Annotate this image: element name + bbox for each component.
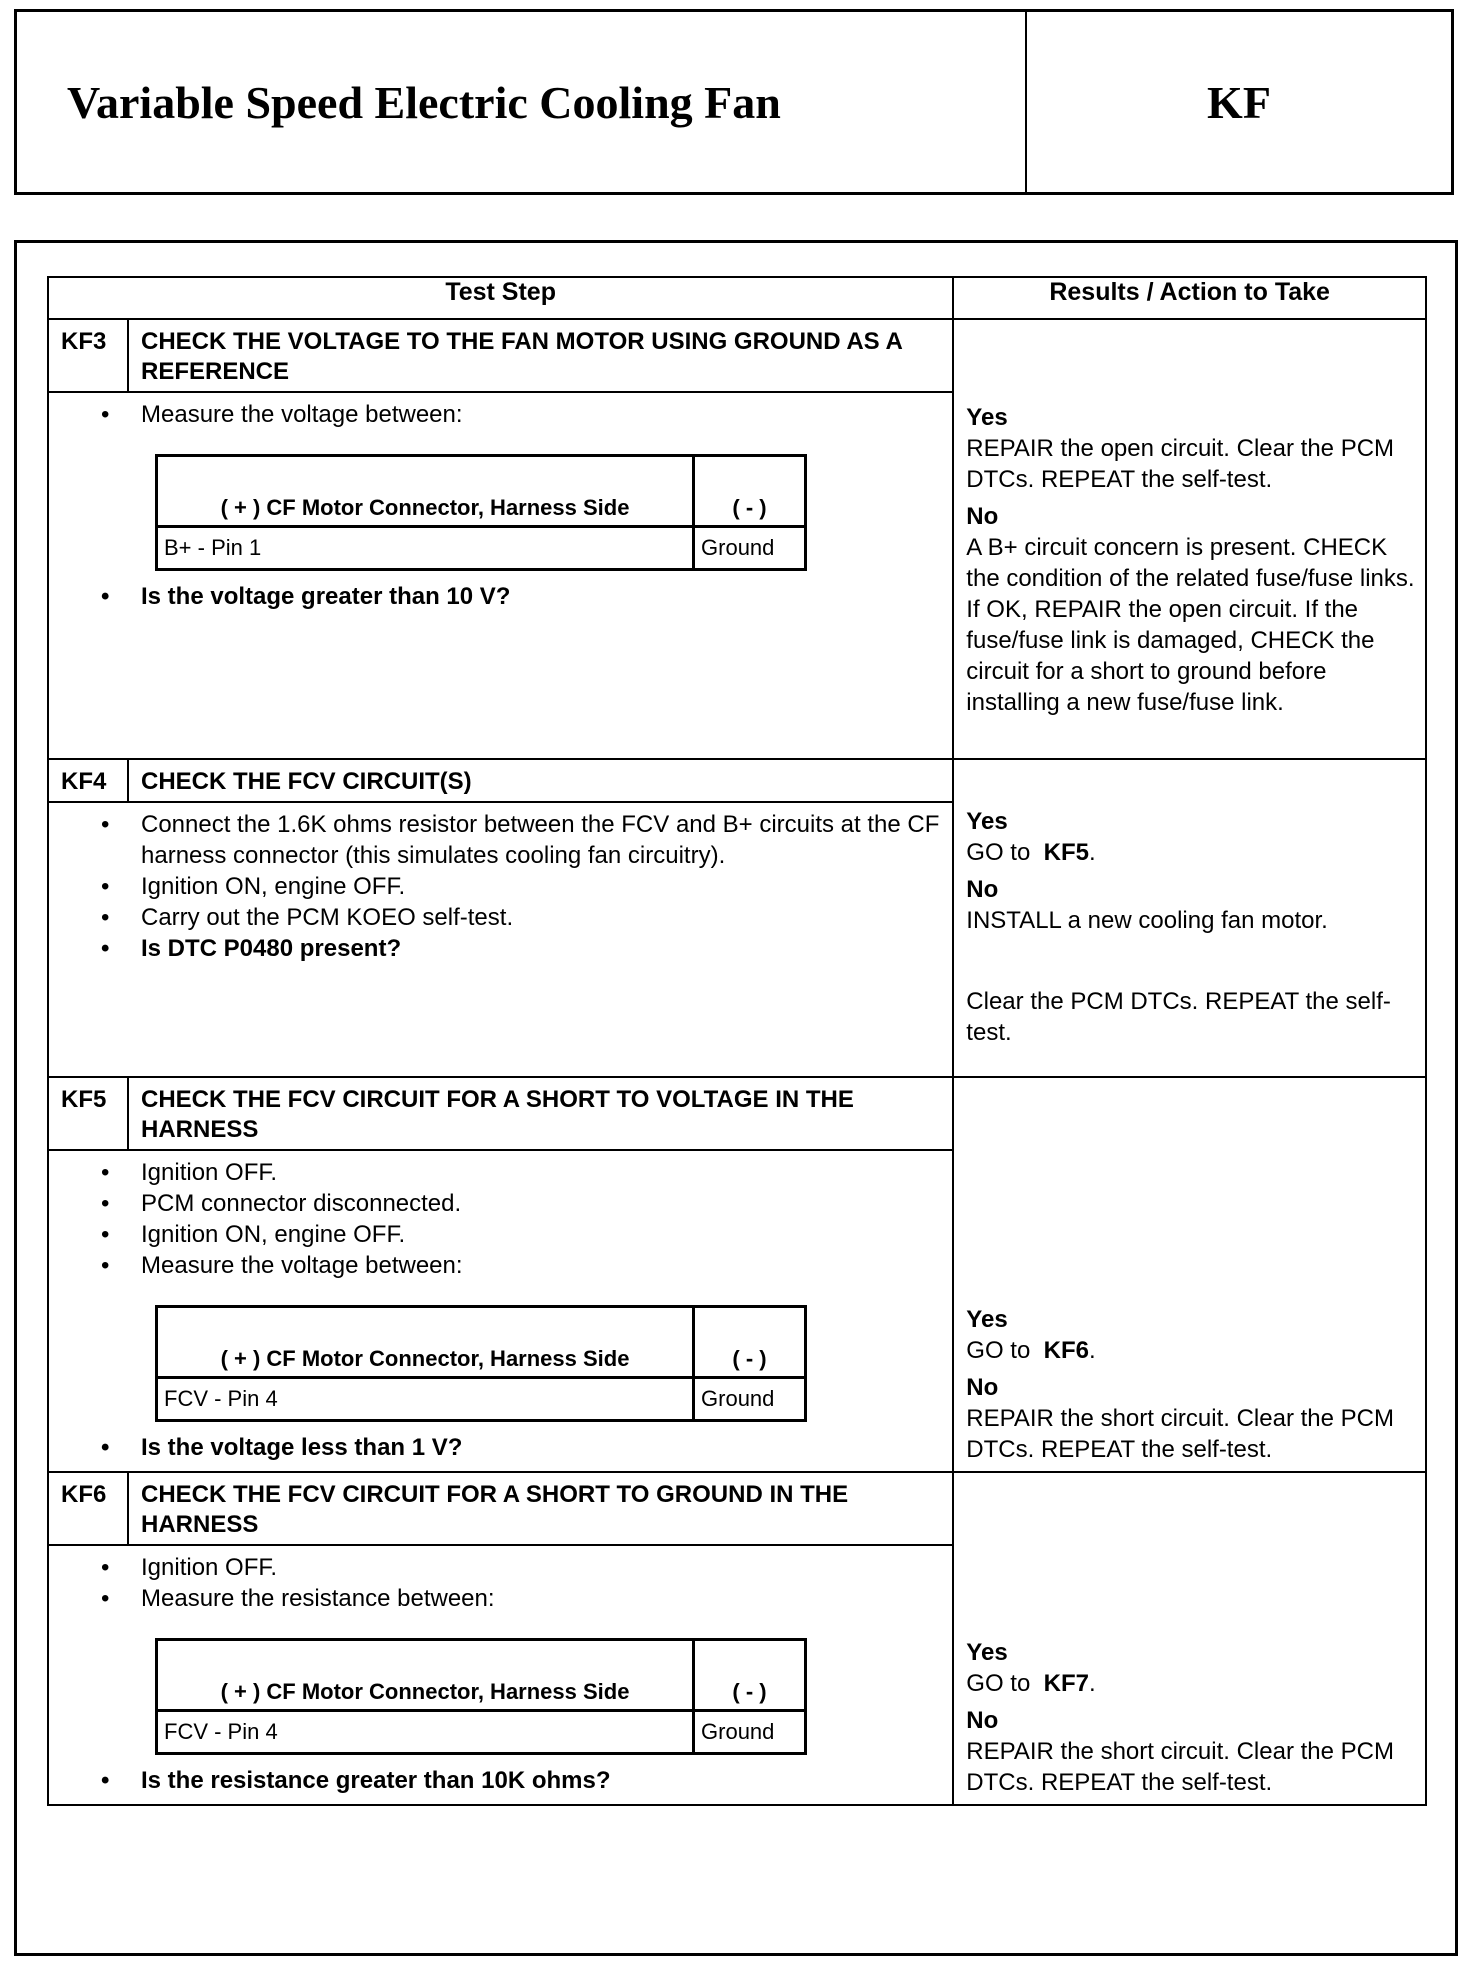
measure-negative-header: ( - ) xyxy=(694,1640,806,1711)
yes-action: GO to KF7. xyxy=(966,1670,1096,1697)
measure-positive-value: FCV - Pin 4 xyxy=(157,1711,694,1754)
measure-positive-value: B+ - Pin 1 xyxy=(157,527,694,570)
step-title: CHECK THE FCV CIRCUIT FOR A SHORT TO GROUND IN THE HARNESS xyxy=(141,1481,849,1538)
content-frame xyxy=(14,240,1458,1956)
step-question: • Is DTC P0480 present? xyxy=(101,933,942,964)
step-id: KF3 xyxy=(49,320,129,391)
step-instruction: • Ignition OFF. xyxy=(101,1552,942,1583)
step-instruction: • Measure the voltage between: xyxy=(101,1250,942,1281)
test-step-table xyxy=(47,276,1427,1806)
measurement-table xyxy=(155,1638,807,1755)
measurement-table xyxy=(155,1305,807,1422)
step-instruction: • PCM connector disconnected. xyxy=(101,1188,942,1219)
column-header-test-step: Test Step xyxy=(48,277,953,319)
no-label: No xyxy=(966,503,999,530)
page-title: Variable Speed Electric Cooling Fan xyxy=(17,12,1027,192)
no-action: INSTALL a new cooling fan motor. xyxy=(966,907,1328,934)
section-code: KF xyxy=(1207,76,1271,128)
measure-positive-header: ( + ) CF Motor Connector, Harness Side xyxy=(157,1307,694,1378)
step-instruction: • Connect the 1.6K ohms resistor between the FCV and B+ circuits at the CF harness connector (this simulates cooling fan circuitry). xyxy=(101,809,942,871)
step-title: CHECK THE FCV CIRCUIT(S) xyxy=(141,768,472,795)
measure-negative-value: Ground xyxy=(694,1378,806,1421)
step-body xyxy=(49,1149,952,1471)
no-action: REPAIR the short circuit. Clear the PCM DTCs. REPEAT the self-test. xyxy=(966,1738,1394,1796)
step-heading xyxy=(49,1078,952,1149)
measure-positive-header: ( + ) CF Motor Connector, Harness Side xyxy=(157,456,694,527)
no-label: No xyxy=(966,1374,999,1401)
yes-label: Yes xyxy=(966,808,1008,835)
goto-step-link[interactable]: KF7 xyxy=(1043,1670,1090,1697)
step-results xyxy=(954,760,1425,1054)
no-action: A B+ circuit concern is present. CHECK the condition of the related fuse/fuse links. If OK, REPAIR the open circuit. If the fuse/fuse link is damaged, CHECK the circuit for a short to ground before installing a new fuse/fuse link. xyxy=(966,534,1415,716)
step-id: KF6 xyxy=(49,1473,129,1544)
measure-positive-header: ( + ) CF Motor Connector, Harness Side xyxy=(157,1640,694,1711)
step-question: • Is the voltage greater than 10 V? xyxy=(101,581,942,612)
measure-negative-header: ( - ) xyxy=(694,456,806,527)
step-id: KF4 xyxy=(49,760,129,801)
step-instruction: • Ignition ON, engine OFF. xyxy=(101,871,942,902)
step-body xyxy=(49,801,952,972)
step-results xyxy=(954,320,1425,724)
measure-positive-value: FCV - Pin 4 xyxy=(157,1378,694,1421)
yes-action: REPAIR the open circuit. Clear the PCM DTCs. REPEAT the self-test. xyxy=(966,435,1395,493)
step-question: • Is the resistance greater than 10K ohms? xyxy=(101,1765,942,1796)
step-results xyxy=(954,1292,1425,1471)
page-header xyxy=(14,9,1454,195)
step-row-kf4 xyxy=(48,759,1426,1077)
measure-negative-header: ( - ) xyxy=(694,1307,806,1378)
step-instruction: • Carry out the PCM KOEO self-test. xyxy=(101,902,942,933)
step-row-kf6 xyxy=(48,1472,1426,1805)
table-header-row xyxy=(48,277,1426,319)
step-instruction: • Measure the resistance between: xyxy=(101,1583,942,1614)
yes-action: GO to KF6. xyxy=(966,1337,1096,1364)
step-heading xyxy=(49,1473,952,1544)
step-row-kf5 xyxy=(48,1077,1426,1472)
step-heading xyxy=(49,760,952,801)
column-header-results: Results / Action to Take xyxy=(953,277,1426,319)
yes-label: Yes xyxy=(966,1306,1008,1333)
step-id: KF5 xyxy=(49,1078,129,1149)
step-title: CHECK THE FCV CIRCUIT FOR A SHORT TO VOLTAGE IN THE HARNESS xyxy=(141,1086,854,1143)
step-body xyxy=(49,1544,952,1804)
measurement-table xyxy=(155,454,807,571)
goto-step-link[interactable]: KF6 xyxy=(1043,1337,1090,1364)
step-instruction: • Ignition OFF. xyxy=(101,1157,942,1188)
step-question: • Is the voltage less than 1 V? xyxy=(101,1432,942,1463)
no-action: REPAIR the short circuit. Clear the PCM DTCs. REPEAT the self-test. xyxy=(966,1405,1394,1463)
step-instruction: • Measure the voltage between: xyxy=(101,399,942,430)
goto-step-link[interactable]: KF5 xyxy=(1043,839,1090,866)
step-body xyxy=(49,391,952,620)
result-note: Clear the PCM DTCs. REPEAT the self-test. xyxy=(966,988,1391,1046)
step-title: CHECK THE VOLTAGE TO THE FAN MOTOR USING GROUND AS A REFERENCE xyxy=(141,328,902,385)
step-heading xyxy=(49,320,952,391)
yes-action: GO to KF5. xyxy=(966,839,1096,866)
yes-label: Yes xyxy=(966,1639,1008,1666)
no-label: No xyxy=(966,1707,999,1734)
yes-label: Yes xyxy=(966,404,1008,431)
step-instruction: • Ignition ON, engine OFF. xyxy=(101,1219,942,1250)
measure-negative-value: Ground xyxy=(694,527,806,570)
step-results xyxy=(954,1625,1425,1804)
measure-negative-value: Ground xyxy=(694,1711,806,1754)
step-row-kf3 xyxy=(48,319,1426,759)
no-label: No xyxy=(966,876,999,903)
